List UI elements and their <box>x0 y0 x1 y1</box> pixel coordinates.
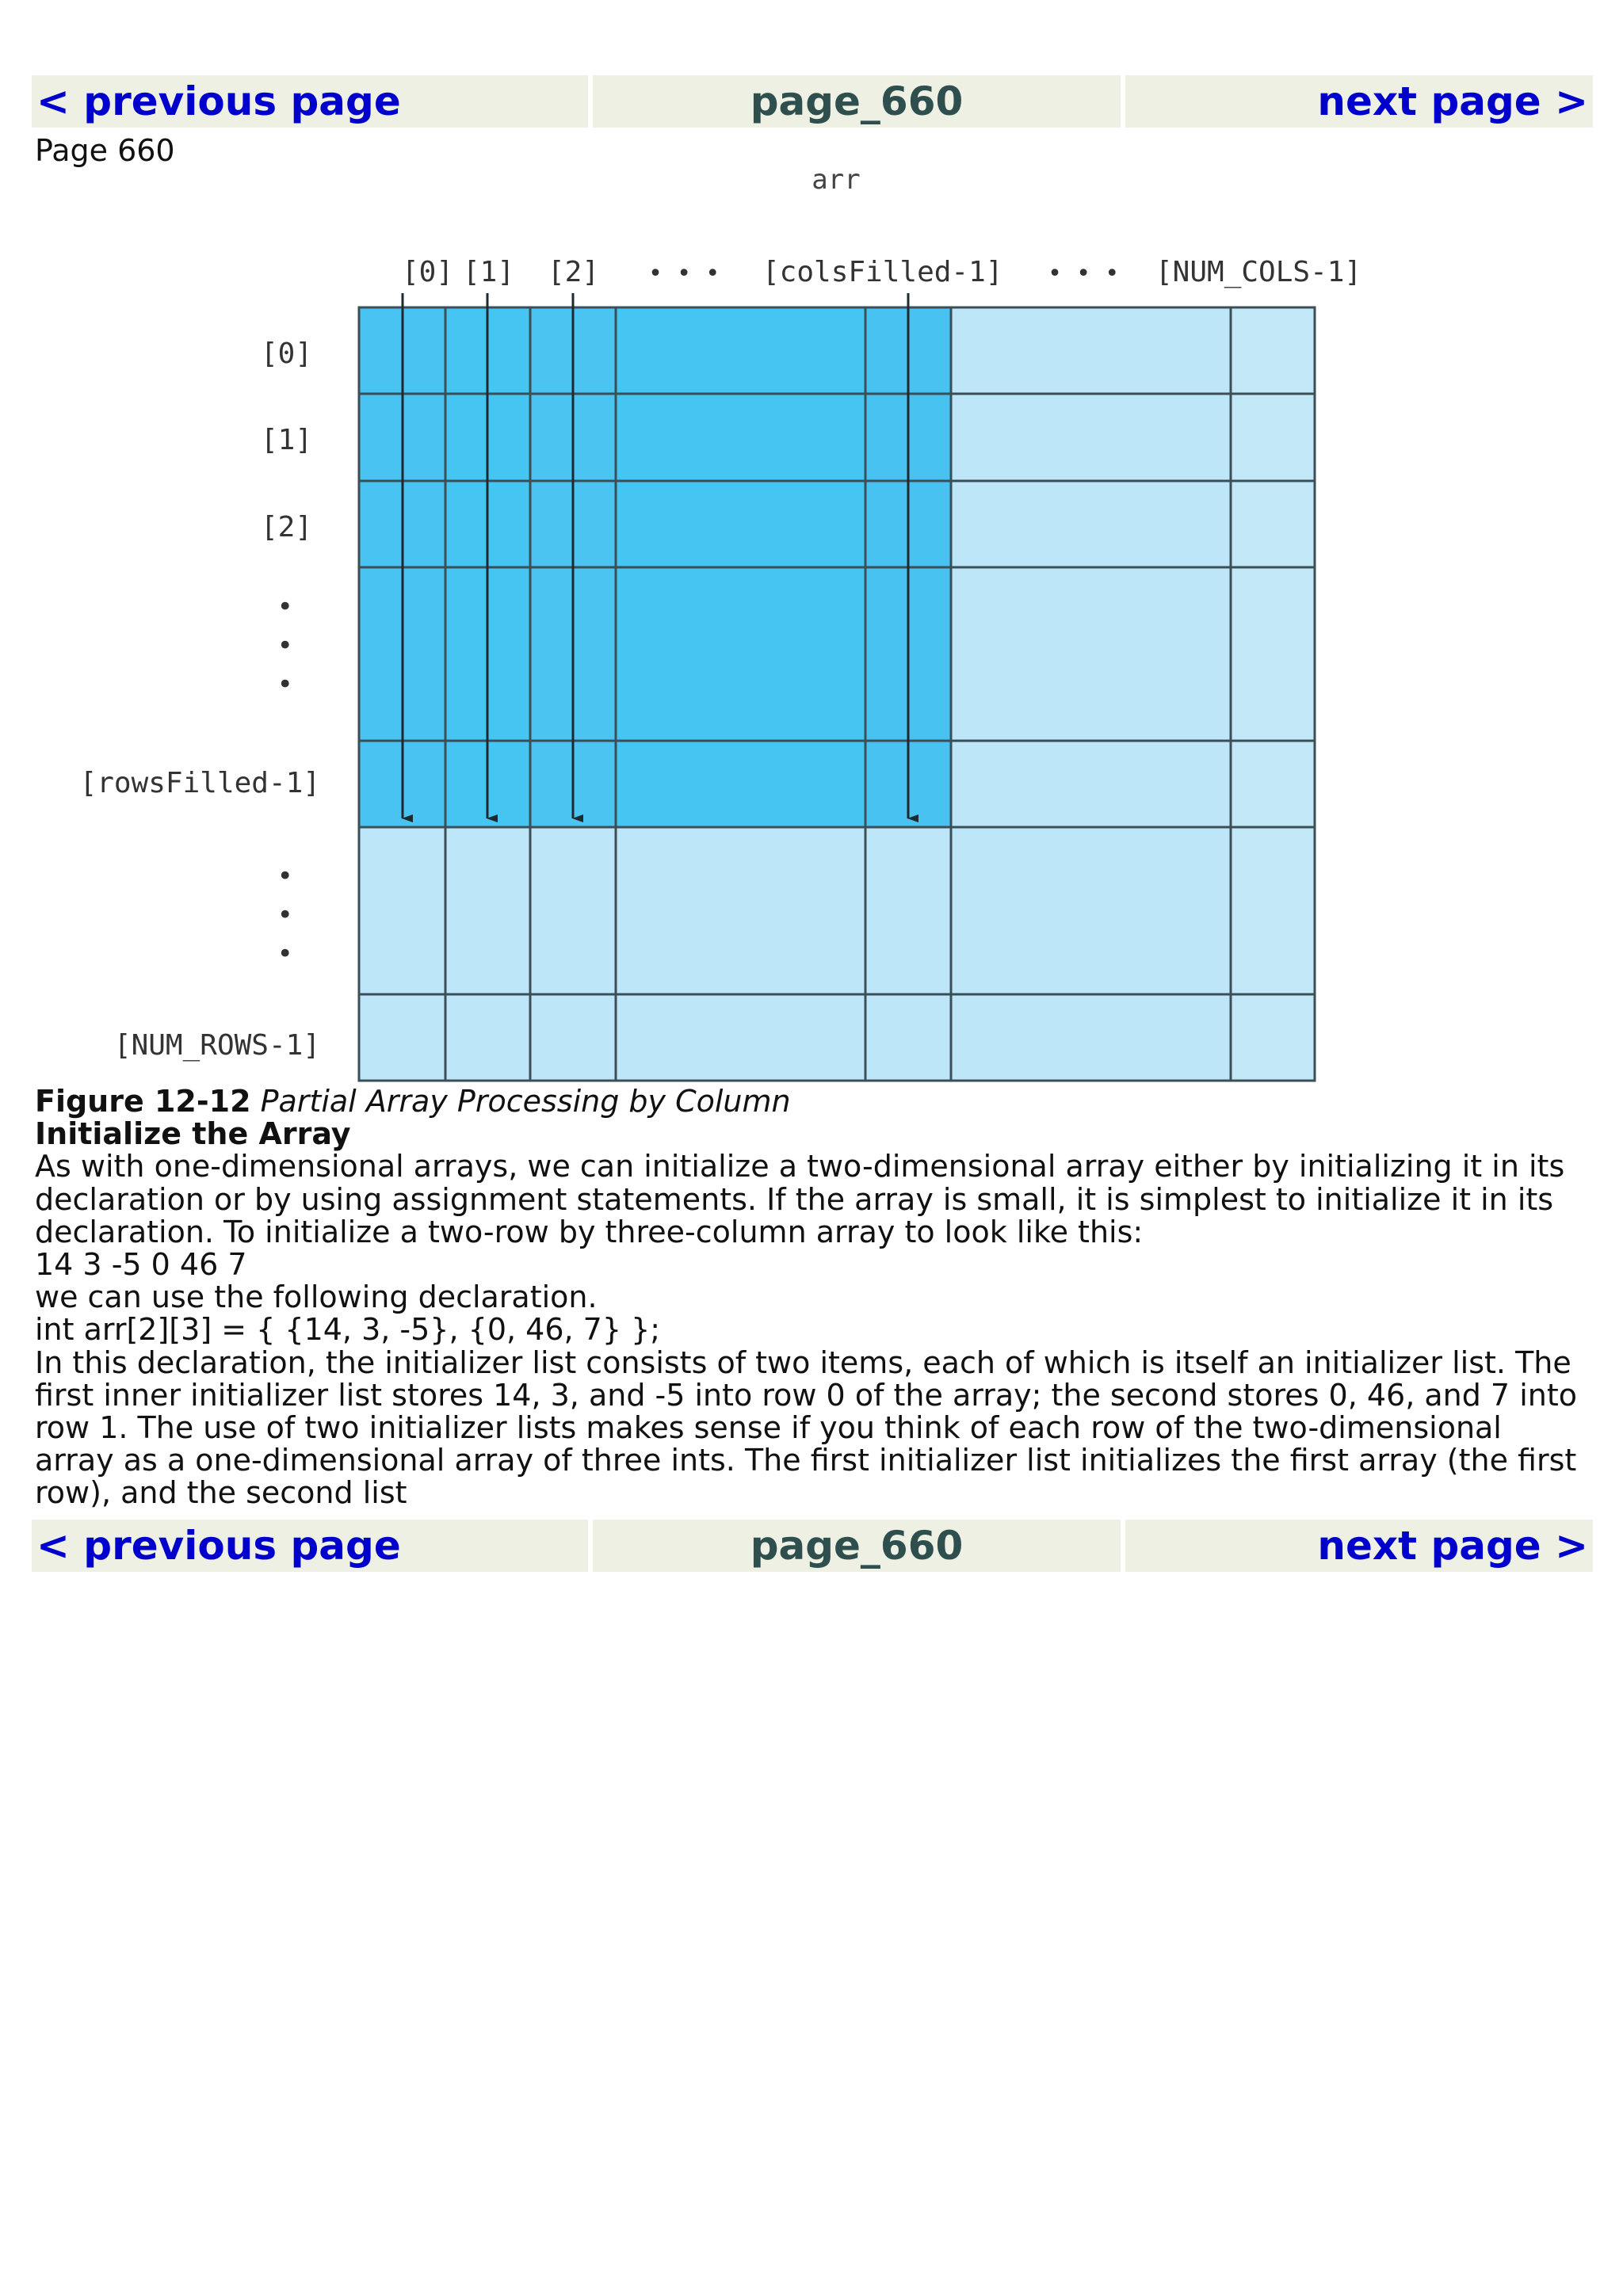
array-figure <box>32 162 1395 1085</box>
array-grid <box>359 307 1315 1081</box>
row-ellipsis-2a: • <box>277 860 293 892</box>
section-heading: Initialize the Array <box>35 1116 351 1152</box>
caption-title: Partial Array Processing by Column <box>260 1084 791 1119</box>
row-ellipsis-1a: • <box>277 591 293 623</box>
next-page-link[interactable]: next page > <box>1317 1523 1588 1569</box>
row-ellipsis-2b: • <box>277 899 293 931</box>
row-label-2: [2] <box>260 511 312 543</box>
caption-label: Figure 12-12 <box>35 1084 251 1119</box>
figure-caption <box>35 1085 1588 1118</box>
col-ellipsis-2: • • • <box>1048 260 1120 288</box>
col-label-num-cols: [NUM_COLS-1] <box>1155 256 1362 288</box>
row-label-0: [0] <box>260 338 312 370</box>
row-label-num-rows: [NUM_ROWS-1] <box>113 1029 320 1062</box>
body-text <box>35 1085 1588 1510</box>
row-ellipsis-2c: • <box>277 938 293 970</box>
col-ellipsis-1: • • • <box>648 260 720 288</box>
col-label-cols-filled: [colsFilled-1] <box>762 256 1003 288</box>
col-label-0: [0] <box>402 256 454 288</box>
page-id: page_660 <box>593 75 1121 128</box>
previous-page-link[interactable]: < previous page <box>36 1523 401 1569</box>
page-id: page_660 <box>593 1520 1121 1572</box>
col-label-1: [1] <box>463 256 515 288</box>
nav-bar-top <box>32 75 1593 128</box>
nav-next-cell <box>1125 75 1593 128</box>
row-ellipsis-1c: • <box>277 669 293 700</box>
nav-bar-bottom <box>32 1520 1593 1572</box>
paragraph-declaration-lead: we can use the following declaration. <box>35 1280 598 1315</box>
array-name-label: arr <box>812 164 861 196</box>
nav-next-cell <box>1125 1520 1593 1572</box>
nav-prev-cell <box>32 75 588 128</box>
code-declaration: int arr[2][3] = { {14, 3, -5}, {0, 46, 7} }; <box>35 1312 661 1348</box>
unfilled-last-col <box>1231 307 1315 1081</box>
paragraph-explanation: In this declaration, the initializer list consists of two items, each of which is itself an initializer list. The first inner initializer list stores 14, 3, and -5 into row 0 of the array; the second stores 0, 46, and 7 into row 1. The use of two initializer lists makes sense if you think of each row of the two-dimensional array as a one-dimensional array of three ints. The first initializer list initializes the first array (the first row), and the second list <box>35 1344 1577 1511</box>
example-values: 14 3 -5 0 46 7 <box>35 1247 247 1283</box>
column-labels <box>402 256 1361 288</box>
previous-page-link[interactable]: < previous page <box>36 78 401 124</box>
col-label-2: [2] <box>548 256 600 288</box>
next-page-link[interactable]: next page > <box>1317 78 1588 124</box>
page-label: Page 660 <box>35 133 175 168</box>
paragraph-intro: As with one-dimensional arrays, we can initialize a two-dimensional array either by initializing it in its declaration or by using assignment statements. If the array is small, it is simplest to initialize it in its declaration. To initialize a two-row by three-column array to look like this: <box>35 1149 1565 1249</box>
row-ellipsis-1b: • <box>277 630 293 662</box>
nav-prev-cell <box>32 1520 588 1572</box>
row-label-1: [1] <box>260 424 312 456</box>
row-label-rows-filled: [rowsFilled-1] <box>79 767 320 799</box>
row-labels <box>80 338 320 1062</box>
